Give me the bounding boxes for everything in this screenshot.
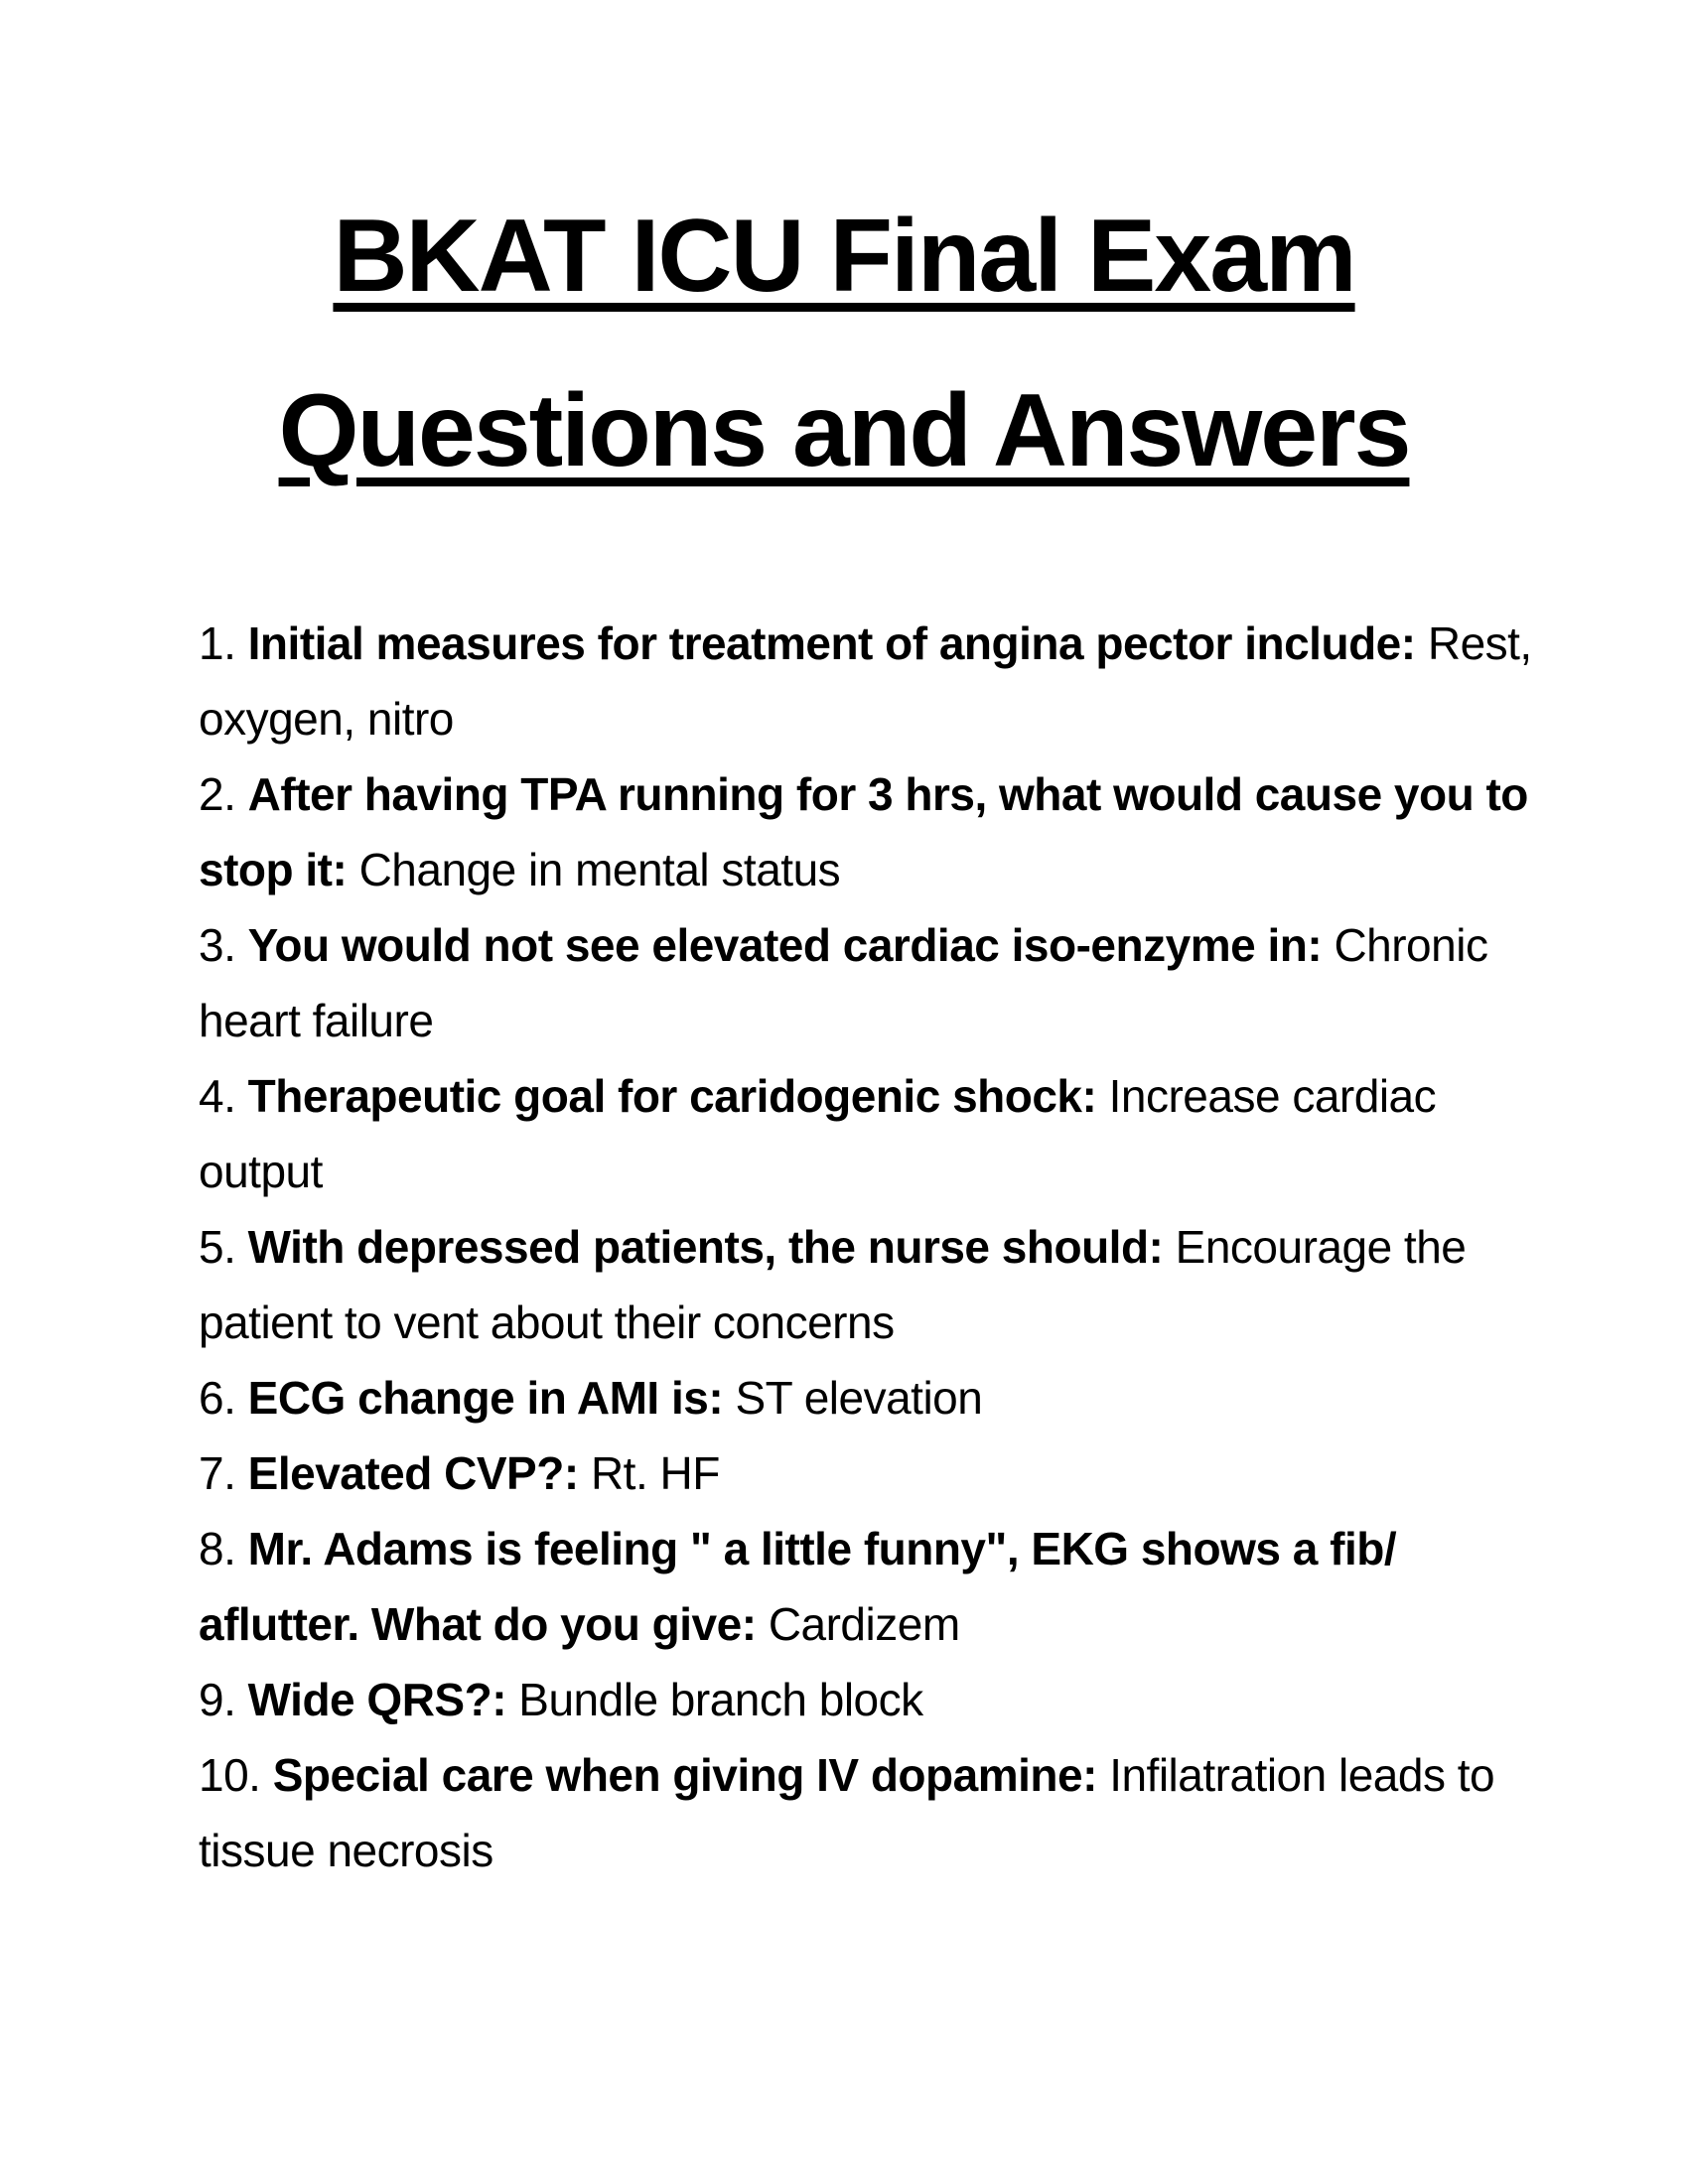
qa-answer: Bundle branch block (518, 1674, 923, 1725)
qa-question: With depressed patients, the nurse should: (247, 1221, 1164, 1273)
qa-number: 10. (199, 1749, 261, 1801)
qa-number: 8. (199, 1523, 236, 1574)
qa-answer: Increase cardiac output (199, 1070, 1437, 1197)
qa-number: 2. (199, 768, 236, 820)
qa-question: Initial measures for treatment of angina pector include: (247, 617, 1416, 669)
qa-question: After having TPA running for 3 hrs, what would cause you to stop it: (199, 768, 1528, 895)
qa-question: Special care when giving IV dopamine: (272, 1749, 1097, 1801)
document-title (0, 169, 1688, 518)
qa-list (199, 606, 1549, 1888)
qa-number: 9. (199, 1674, 236, 1725)
qa-number: 3. (199, 919, 236, 971)
qa-number: 7. (199, 1447, 236, 1499)
document-title-line1: BKAT ICU Final Exam (333, 199, 1355, 314)
qa-number: 5. (199, 1221, 236, 1273)
qa-answer: Change in mental status (358, 844, 841, 895)
qa-item (199, 606, 1549, 756)
qa-item (199, 1209, 1549, 1360)
qa-question: Therapeutic goal for caridogenic shock: (247, 1070, 1097, 1122)
qa-answer: Encourage the patient to vent about their concerns (199, 1221, 1467, 1348)
document-title-line2: Questions and Answers (278, 373, 1410, 488)
qa-item (199, 907, 1549, 1058)
qa-item (199, 1360, 1549, 1435)
qa-item (199, 1058, 1549, 1209)
qa-item (199, 756, 1549, 907)
qa-number: 6. (199, 1372, 236, 1424)
qa-answer: Rt. HF (590, 1447, 720, 1499)
qa-answer: Chronic heart failure (199, 919, 1488, 1046)
qa-item (199, 1511, 1549, 1662)
qa-answer: Infilatration leads to tissue necrosis (199, 1749, 1495, 1876)
qa-item (199, 1435, 1549, 1511)
qa-answer: Rest, oxygen, nitro (199, 617, 1532, 745)
qa-question: ECG change in AMI is: (247, 1372, 724, 1424)
qa-answer: ST elevation (735, 1372, 983, 1424)
qa-question: Elevated CVP?: (247, 1447, 579, 1499)
qa-answer: Cardizem (768, 1598, 960, 1650)
qa-item (199, 1737, 1549, 1888)
qa-item (199, 1662, 1549, 1737)
qa-number: 1. (199, 617, 236, 669)
qa-question: You would not see elevated cardiac iso-enzyme in: (247, 919, 1323, 971)
qa-question: Mr. Adams is feeling " a little funny", EKG shows a fib/ aflutter. What do you give: (199, 1523, 1397, 1650)
qa-question: Wide QRS?: (247, 1674, 507, 1725)
qa-number: 4. (199, 1070, 236, 1122)
